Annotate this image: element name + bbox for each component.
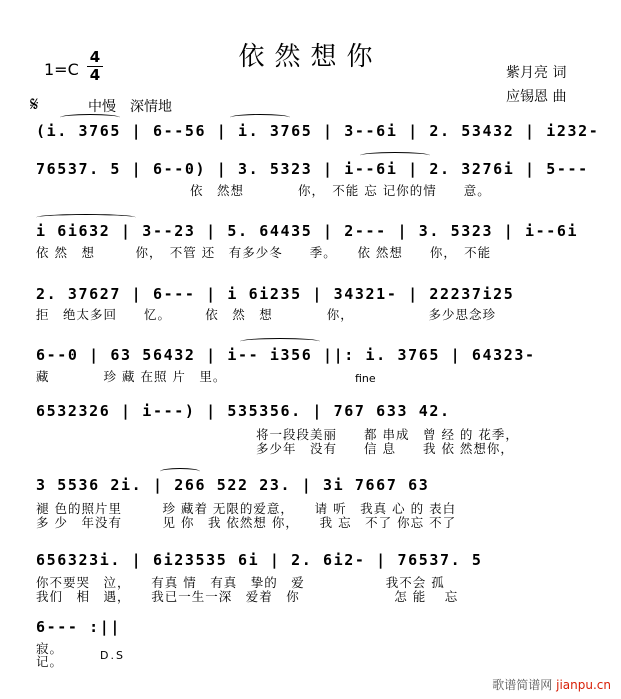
- lyric-line-9: 你不要哭 泣， 有真 情 有真 挚的 爱 我不会 孤: [36, 575, 445, 590]
- lyric-line-11: 寂。: [36, 641, 64, 656]
- staff-line-1: (i. 3765 | 6--56 | i. 3765 | 3--6i | 2. 53432 | i232-: [36, 122, 600, 140]
- staff-line-3: i 6i632 | 3--23 | 5. 64435 | 2--- | 3. 5323 | i--6i: [36, 222, 579, 240]
- lyric-line-7: 褪 色的照片里 珍 藏着 无限的爱意， 请 听 我真 心 的 表白: [36, 501, 457, 516]
- segno-sign-icon: 𝄋: [30, 92, 39, 116]
- lyric-line-6: 多少年 没有 信 息 我 依 然想你，: [256, 441, 514, 456]
- composer-credit: 应锡恩 曲: [506, 89, 567, 105]
- staff-line-7: 3 5536 2i. | 266 522 23. | 3i 7667 63: [36, 476, 430, 494]
- key-signature: 1=C: [44, 60, 79, 79]
- tempo-marking: 中慢 深情地: [88, 99, 172, 115]
- slur-mark: [160, 468, 200, 475]
- time-signature-bottom: 4: [89, 66, 101, 84]
- lyric-line-8: 多 少 年没有 见 你 我 依然想 你， 我 忘 不了 你忘 不了: [36, 515, 457, 530]
- lyric-line-12: 记。: [36, 654, 64, 669]
- lyric-line-3: 拒 绝太多回 忆。 依 然 想 你， 多少思念珍: [36, 307, 497, 322]
- lyric-line-10: 我们 相 遇， 我已一生一深 爱着 你 怎 能 忘: [36, 589, 459, 604]
- staff-line-6: 6532326 | i---) | 535356. | 767 633 42.: [36, 402, 451, 420]
- ds-marking: D.S: [100, 649, 125, 662]
- slur-mark: [60, 114, 120, 121]
- lyricist-credit: 紫月亮 词: [506, 65, 567, 81]
- song-title: 依然想你: [238, 42, 383, 72]
- slur-mark: [36, 214, 136, 221]
- slur-mark: [240, 338, 320, 345]
- lyric-line-5: 将一段段美丽 都 串成 曾 经 的 花季，: [256, 427, 519, 442]
- staff-line-9: 6--- :||: [36, 618, 122, 636]
- watermark-url: jianpu.cn: [556, 678, 611, 692]
- staff-line-8: 656323i. | 6i23535 6i | 2. 6i2- | 76537. 5: [36, 551, 483, 569]
- slur-mark: [360, 152, 430, 159]
- lyric-line-1: 依 然想 你， 不能 忘 记你的情 意。: [190, 183, 491, 198]
- slur-mark: [230, 114, 290, 121]
- staff-line-4: 2. 37627 | 6--- | i 6i235 | 34321- | 22237i25: [36, 285, 515, 303]
- lyric-line-4: 藏 珍 藏 在照 片 里。: [36, 369, 227, 384]
- site-watermark: [492, 676, 611, 693]
- time-signature: [87, 50, 103, 83]
- fine-marking: fine: [355, 372, 376, 385]
- time-signature-top: 4: [89, 48, 101, 66]
- staff-line-5: 6--0 | 63 56432 | i-- i356 ||: i. 3765 | 64323-: [36, 346, 536, 364]
- watermark-text: 歌谱简谱网: [492, 678, 553, 692]
- lyric-line-2: 依 然 想 你， 不管 还 有多少冬 季。 依 然想 你， 不能: [36, 245, 492, 260]
- staff-line-2: 76537. 5 | 6--0) | 3. 5323 | i--6i | 2. 3276i | 5---: [36, 160, 589, 178]
